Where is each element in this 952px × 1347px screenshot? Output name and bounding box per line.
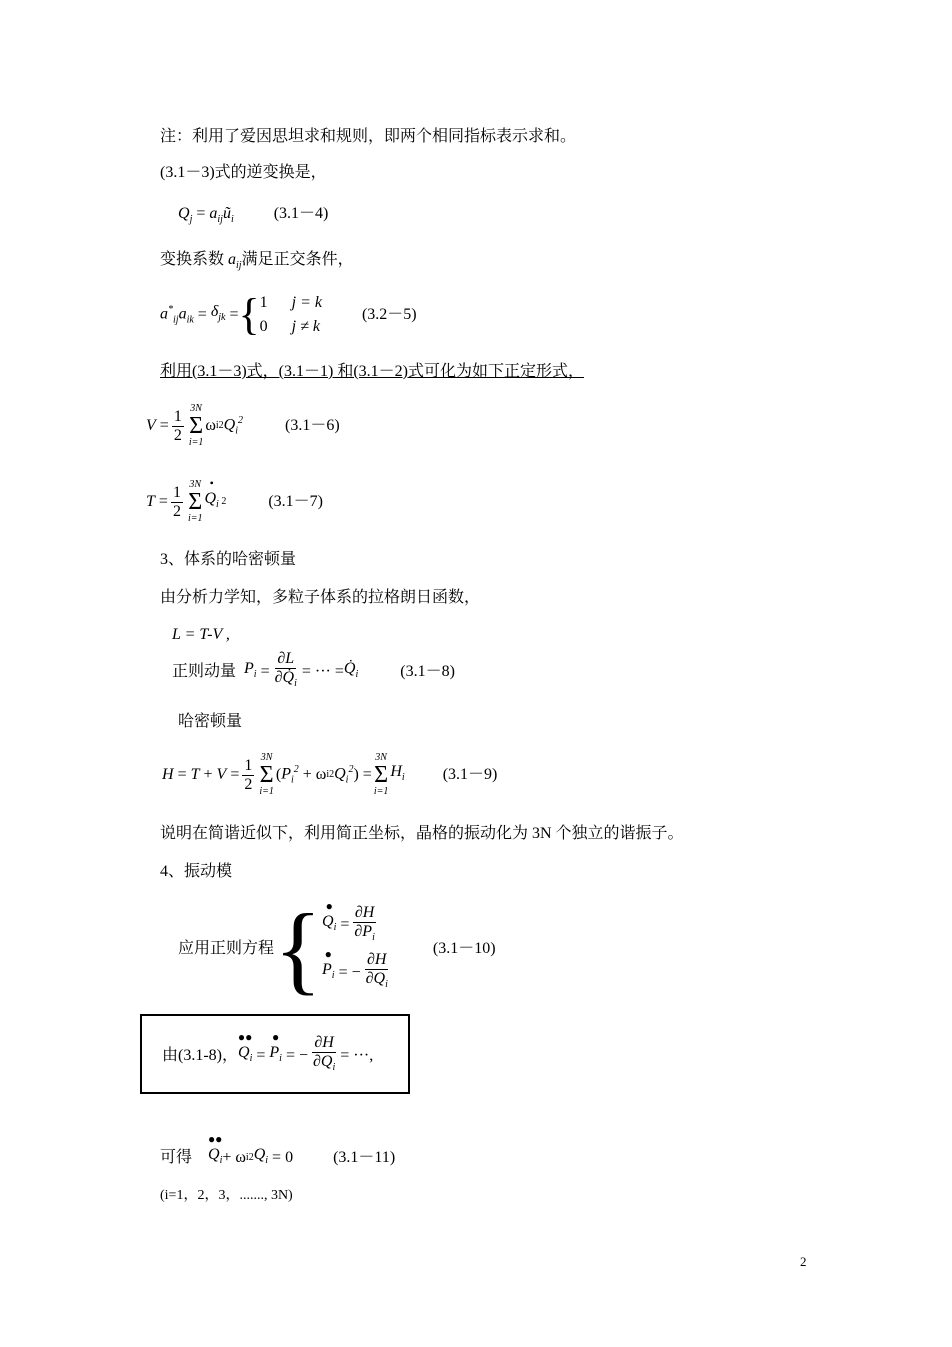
equation-label: (3.1－7) — [268, 493, 323, 510]
equation-3-1-4: $Q_j$ = $a_{ij}ũ_i$ (3.1－4) — [178, 205, 329, 226]
equation-label: (3.1－10) — [432, 940, 496, 957]
index-range: (i=1，2，3，......., 3N) — [160, 1188, 293, 1203]
equation-3-1-10: 应用正则方程 { ● $Q_i$ = $\frac{\partial H}{\partial P_i}$ ● $P_i$ = − $\frac{\partial H}{\partial Q_i}$ (3.1－10) — [178, 893, 496, 1004]
equation-3-1-8: 正则动量 $P_i$ = $\frac{\partial L}{\partial Q̇_i}$ = ··· = $Q̇_i$ (3.1－8) — [172, 650, 455, 690]
inverse-transform-intro: (3.1－3)式的逆变换是， — [160, 164, 327, 181]
equation-label: (3.1－4) — [273, 205, 329, 222]
coefficient-intro: 变换系数 $a_{ij}$满足正交条件， — [160, 251, 354, 272]
einstein-note: 注：利用了爱因思坦求和规则，即两个相同指标表示求和。 — [160, 128, 577, 145]
equation-3-1-6: V = $\frac{1}{2}$ 3N Σ i=1 ω i 2 $Q_i^2$ (3.1－6) — [146, 403, 340, 448]
equation-label: (3.1－9) — [442, 766, 498, 783]
equation-label: (3.1－6) — [285, 417, 340, 434]
section-4-heading: 4、振动模 — [160, 863, 233, 880]
lagrangian-equation: L = T-V , — [172, 626, 230, 643]
hamiltonian-label: 哈密顿量 — [178, 713, 243, 730]
equation-3-2-5: $a^*_{ij}a_{ik}$ = $\delta_{jk}$ = { 1 j = k 0 j ≠ k (3.2－5) — [160, 290, 417, 339]
lagrangian-intro: 由分析力学知，多粒子体系的拉格朗日函数， — [160, 589, 481, 606]
equation-label: (3.1－11) — [333, 1149, 396, 1166]
equation-3-1-11: 可得 ●● $Q_i$ + ω i 2 $Q_i$ = 0 (3.1－11) — [160, 1131, 396, 1167]
harmonic-oscillator-note: 说明在简谐近似下，利用简正坐标，晶格的振动化为 3N 个独立的谐振子。 — [160, 825, 684, 842]
equation-label: (3.2－5) — [361, 306, 417, 323]
equation-3-1-7: T = $\frac{1}{2}$ 3N Σ i=1 • $Q_i$ 2 (3.1－7) — [146, 475, 323, 524]
boxed-equation: 由(3.1-8)， ●● $Q_i$ = ● $P_i$ = − $\frac{\partial H}{\partial Q_i}$ = ···, — [162, 1029, 374, 1074]
section-3-heading: 3、体系的哈密顿量 — [160, 551, 297, 568]
page-number: 2 — [800, 1254, 807, 1269]
equation-label: (3.1－8) — [400, 663, 455, 680]
equation-3-1-9: H = T + V = $\frac{1}{2}$ 3N Σ i=1 ( $P_i^2$ + ω i 2 $Q_i^2$ ) = 3N Σ i=1 $H_i$ (3.1－9) — [162, 752, 498, 797]
positive-definite-note: 利用(3.1－3)式，(3.1－1) 和(3.1－2)式可化为如下正定形式， — [160, 363, 584, 380]
